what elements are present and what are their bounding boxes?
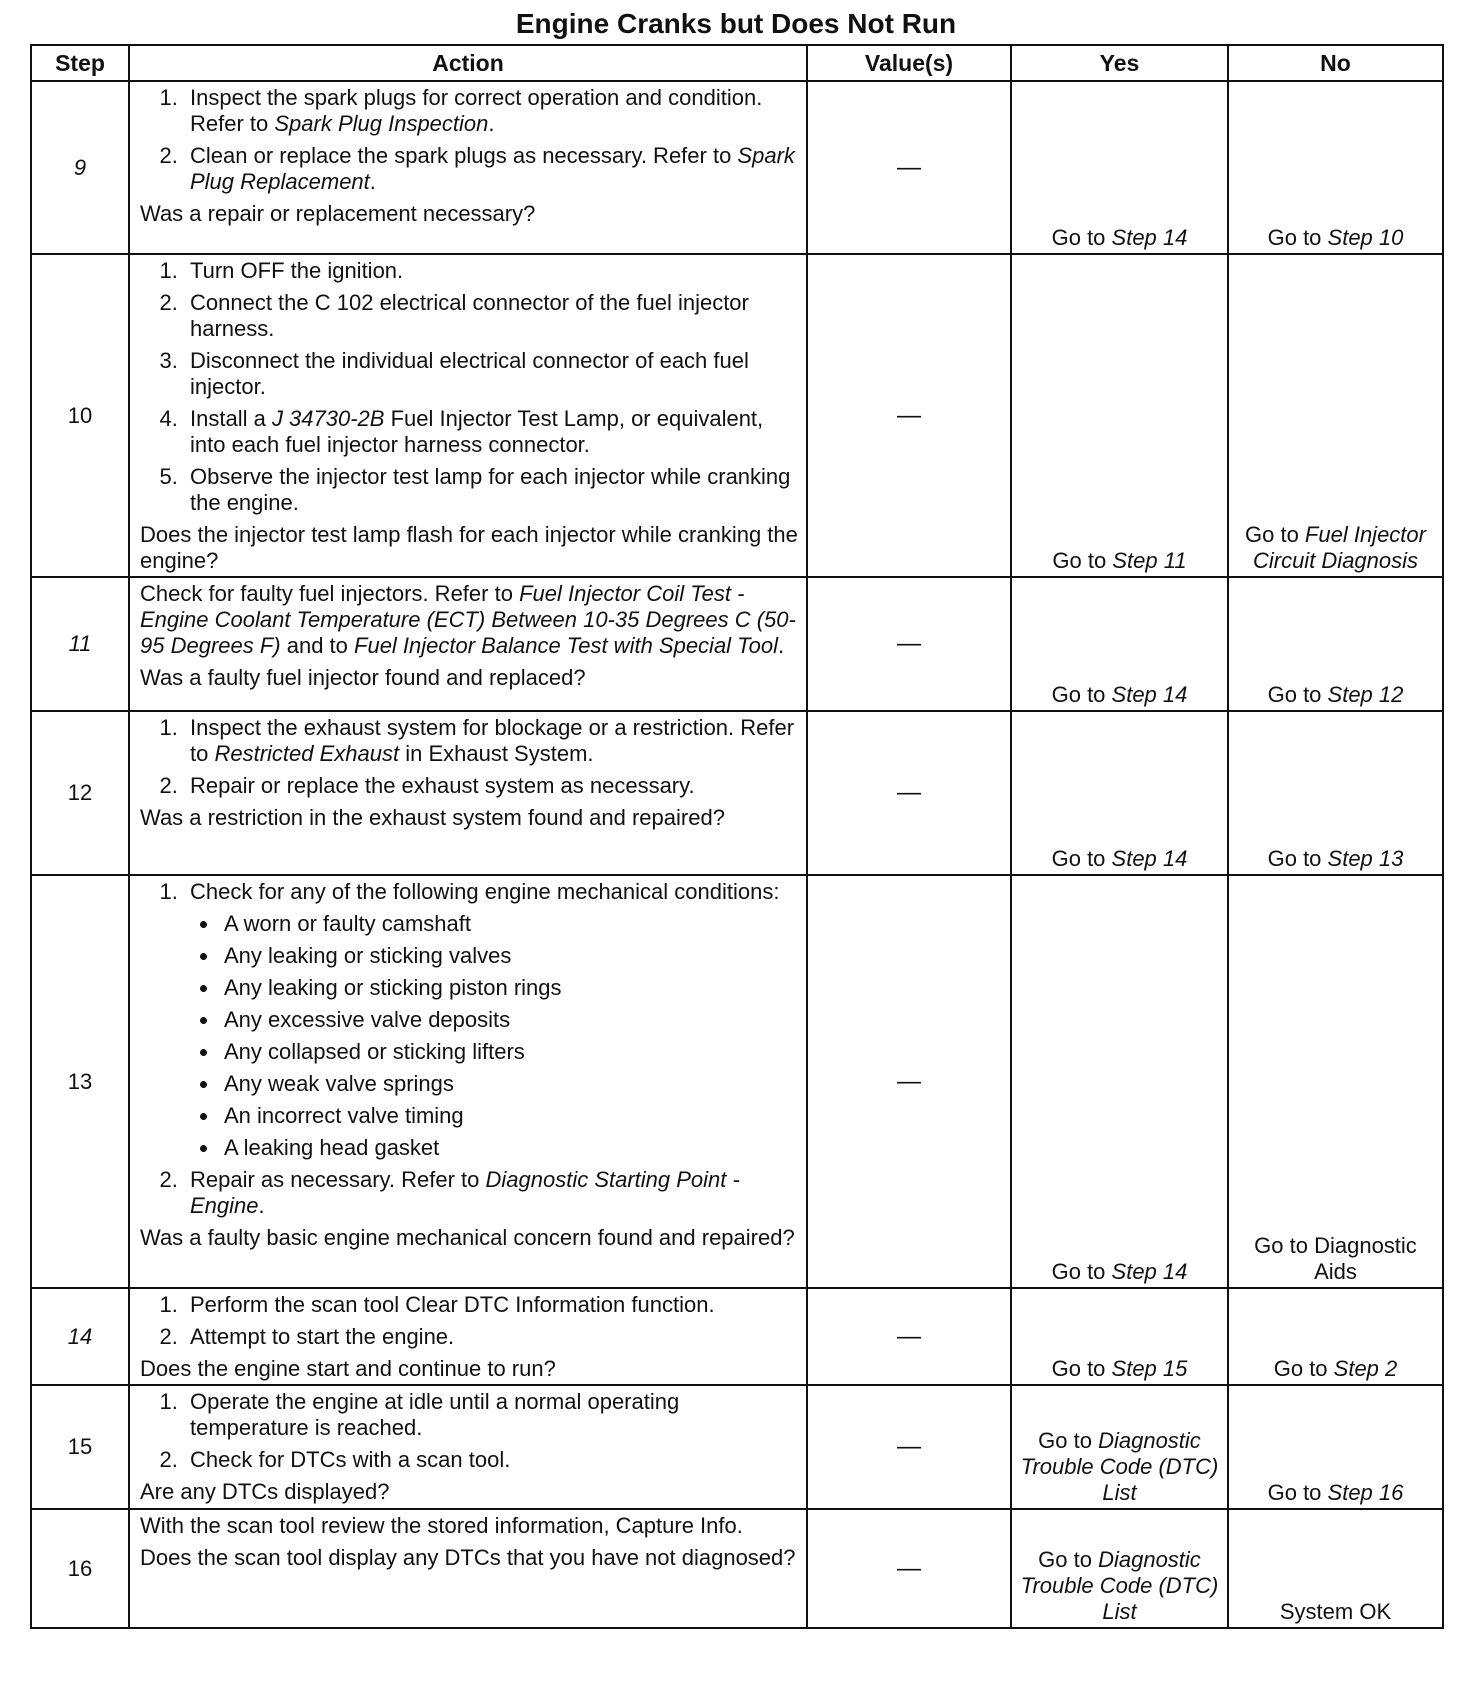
yes-cell: Go to Step 15 xyxy=(1011,1288,1228,1385)
action-cell xyxy=(129,711,807,875)
yes-reference: Diagnostic Trouble Code (DTC) List xyxy=(1020,1547,1219,1624)
no-reference: Step 10 xyxy=(1327,225,1404,250)
yes-reference: Step 14 xyxy=(1111,682,1188,707)
action-step: 2. Clean or replace the spark plugs as necessary. Refer to Spark Plug Replacement. xyxy=(184,143,798,195)
condition-item: • Any leaking or sticking valves xyxy=(220,943,798,969)
condition-item: • Any weak valve springs xyxy=(220,1071,798,1097)
value-cell: — xyxy=(807,875,1011,1288)
yes-cell: Go to Diagnostic Trouble Code (DTC) List xyxy=(1011,1509,1228,1628)
action-cell xyxy=(129,1385,807,1509)
action-step: 2. Check for DTCs with a scan tool. xyxy=(184,1447,798,1473)
yes-cell: Go to Step 14 xyxy=(1011,875,1228,1288)
step-number: 15 xyxy=(31,1385,129,1509)
action-steps xyxy=(140,879,798,1219)
step-number: 10 xyxy=(31,254,129,577)
action-cell xyxy=(129,254,807,577)
no-cell: Go to Step 10 xyxy=(1228,81,1443,254)
yes-reference: Step 14 xyxy=(1111,846,1188,871)
no-cell: System OK xyxy=(1228,1509,1443,1628)
no-reference: Step 2 xyxy=(1333,1356,1398,1381)
reference-link: Restricted Exhaust xyxy=(214,741,400,766)
action-step: 1. Check for any of the following engine mechanical conditions: • A worn or faulty camshaft • Any leaking or sticking valves • Any leaking or sticking piston rings • Any excessive valve deposits • Any collapsed or sticking lifters • Any weak valve springs • An incorrect valve timing • A leaking head gasket xyxy=(184,879,798,1161)
table-header-row xyxy=(31,45,1443,81)
no-cell: Go to Diagnostic Aids xyxy=(1228,875,1443,1288)
action-cell xyxy=(129,1509,807,1628)
reference-link: Diagnostic Starting Point - Engine xyxy=(190,1167,740,1218)
action-steps xyxy=(140,258,798,516)
header-no: No xyxy=(1228,45,1443,81)
action-question: Does the engine start and continue to run? xyxy=(140,1356,556,1381)
action-cell xyxy=(129,577,807,711)
header-action: Action xyxy=(129,45,807,81)
reference-link: Spark Plug Replacement xyxy=(190,143,795,194)
step-number: 12 xyxy=(31,711,129,875)
value-cell: — xyxy=(807,81,1011,254)
action-step: 1. Perform the scan tool Clear DTC Information function. xyxy=(184,1292,798,1318)
no-reference: Fuel Injector Circuit Diagnosis xyxy=(1252,522,1426,573)
yes-reference: Step 11 xyxy=(1112,548,1187,573)
condition-list xyxy=(190,911,798,1161)
action-question: Was a faulty fuel injector found and replaced? xyxy=(140,665,586,690)
action-step: 1. Turn OFF the ignition. xyxy=(184,258,798,284)
action-steps xyxy=(140,715,798,799)
action-steps xyxy=(140,85,798,195)
no-cell: Go to Step 12 xyxy=(1228,577,1443,711)
table-row xyxy=(31,875,1443,1288)
table-row xyxy=(31,1385,1443,1509)
value-cell: — xyxy=(807,577,1011,711)
condition-item: • Any leaking or sticking piston rings xyxy=(220,975,798,1001)
action-question: Does the injector test lamp flash for each injector while cranking the engine? xyxy=(140,522,798,573)
yes-cell: Go to Step 11 xyxy=(1011,254,1228,577)
action-step: 1. Inspect the exhaust system for blockage or a restriction. Refer to Restricted Exhaust in Exhaust System. xyxy=(184,715,798,767)
header-yes: Yes xyxy=(1011,45,1228,81)
action-step: 4. Install a J 34730-2B Fuel Injector Test Lamp, or equivalent, into each fuel injector harness connector. xyxy=(184,406,798,458)
value-cell: — xyxy=(807,1385,1011,1509)
condition-item: • An incorrect valve timing xyxy=(220,1103,798,1129)
action-paragraph: With the scan tool review the stored information, Capture Info. xyxy=(140,1513,743,1538)
page-title: Engine Cranks but Does Not Run xyxy=(515,8,957,39)
action-paragraph: Check for faulty fuel injectors. Refer to Fuel Injector Coil Test - Engine Coolant Temperature (ECT) Between 10-35 Degrees C (50-95 Degrees F) and to Fuel Injector Balance Test with Special Tool. xyxy=(140,581,796,658)
tool-reference: J 34730-2B xyxy=(271,406,385,431)
reference-link: Fuel Injector Balance Test with Special Tool xyxy=(354,633,778,658)
table-row xyxy=(31,81,1443,254)
step-number: 14 xyxy=(31,1288,129,1385)
action-question: Was a faulty basic engine mechanical concern found and repaired? xyxy=(140,1225,795,1250)
yes-reference: Step 14 xyxy=(1111,1259,1188,1284)
action-question: Are any DTCs displayed? xyxy=(140,1479,390,1504)
no-cell: Go to Fuel Injector Circuit Diagnosis xyxy=(1228,254,1443,577)
condition-item: • A leaking head gasket xyxy=(220,1135,798,1161)
action-cell xyxy=(129,1288,807,1385)
yes-reference: Step 15 xyxy=(1111,1356,1188,1381)
action-steps xyxy=(140,1389,798,1473)
reference-link: Fuel Injector Coil Test - Engine Coolant Temperature (ECT) Between 10-35 Degrees C (50-95 Degrees F) xyxy=(140,581,796,658)
condition-item: • A worn or faulty camshaft xyxy=(220,911,798,937)
action-cell xyxy=(129,875,807,1288)
diagnostic-table xyxy=(30,44,1444,1629)
action-step: 2. Repair as necessary. Refer to Diagnostic Starting Point - Engine. xyxy=(184,1167,798,1219)
action-step: 2. Repair or replace the exhaust system as necessary. xyxy=(184,773,798,799)
no-reference: Step 13 xyxy=(1327,846,1404,871)
yes-cell: Go to Step 14 xyxy=(1011,711,1228,875)
reference-link: Spark Plug Inspection xyxy=(274,111,489,136)
action-step: 1. Operate the engine at idle until a normal operating temperature is reached. xyxy=(184,1389,798,1441)
table-row xyxy=(31,1509,1443,1628)
no-reference: Step 12 xyxy=(1327,682,1404,707)
header-values: Value(s) xyxy=(807,45,1011,81)
yes-cell: Go to Step 14 xyxy=(1011,81,1228,254)
yes-reference: Step 14 xyxy=(1111,225,1188,250)
action-step: 2. Attempt to start the engine. xyxy=(184,1324,798,1350)
condition-item: • Any excessive valve deposits xyxy=(220,1007,798,1033)
action-question: Does the scan tool display any DTCs that you have not diagnosed? xyxy=(140,1545,796,1570)
yes-cell: Go to Step 14 xyxy=(1011,577,1228,711)
table-row xyxy=(31,1288,1443,1385)
step-number: 13 xyxy=(31,875,129,1288)
no-cell: Go to Step 2 xyxy=(1228,1288,1443,1385)
no-cell: Go to Step 13 xyxy=(1228,711,1443,875)
value-cell: — xyxy=(807,711,1011,875)
step-number: 9 xyxy=(31,81,129,254)
value-cell: — xyxy=(807,1288,1011,1385)
table-row xyxy=(31,711,1443,875)
action-cell xyxy=(129,81,807,254)
yes-cell: Go to Diagnostic Trouble Code (DTC) List xyxy=(1011,1385,1228,1509)
yes-reference: Diagnostic Trouble Code (DTC) List xyxy=(1020,1428,1219,1505)
action-step: 3. Disconnect the individual electrical connector of each fuel injector. xyxy=(184,348,798,400)
table-row xyxy=(31,254,1443,577)
no-reference: Step 16 xyxy=(1327,1480,1404,1505)
action-question: Was a repair or replacement necessary? xyxy=(140,201,536,226)
value-cell: — xyxy=(807,254,1011,577)
step-number: 11 xyxy=(31,577,129,711)
action-step: 1. Inspect the spark plugs for correct operation and condition. Refer to Spark Plug Inspection. xyxy=(184,85,798,137)
header-step: Step xyxy=(31,45,129,81)
value-cell: — xyxy=(807,1509,1011,1628)
step-number: 16 xyxy=(31,1509,129,1628)
no-cell: Go to Step 16 xyxy=(1228,1385,1443,1509)
action-step: 5. Observe the injector test lamp for each injector while cranking the engine. xyxy=(184,464,798,516)
action-question: Was a restriction in the exhaust system found and repaired? xyxy=(140,805,725,830)
condition-item: • Any collapsed or sticking lifters xyxy=(220,1039,798,1065)
action-steps xyxy=(140,1292,798,1350)
table-row xyxy=(31,577,1443,711)
action-step: 2. Connect the C 102 electrical connector of the fuel injector harness. xyxy=(184,290,798,342)
